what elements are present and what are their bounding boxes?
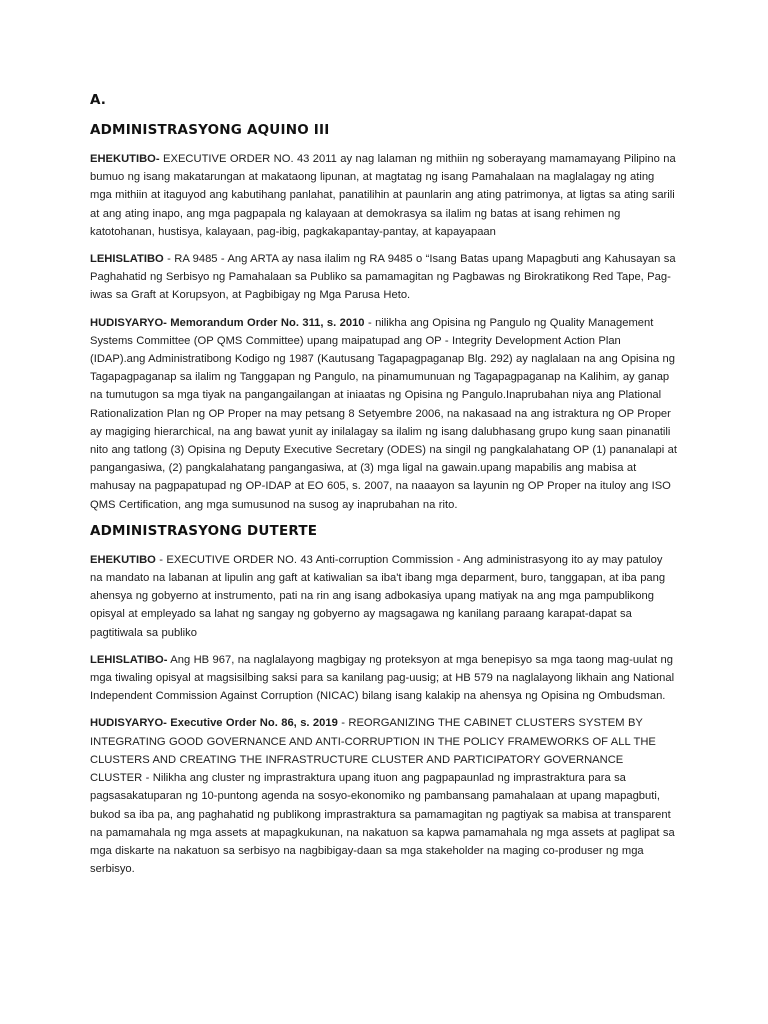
paragraph-lead: EHEKUTIBO xyxy=(90,553,156,566)
heading-duterte: ADMINISTRASYONG DUTERTE xyxy=(90,522,318,539)
paragraph-text: - RA 9485 - Ang ARTA ay nasa ilalim ng RA 9485 o “Isang Batas upang Mapagbuti ang Kahusayan sa Paghahatid ng Serbisyo ng Pamahalaan sa Publiko sa pamamagitan ng Pagbawas ng Birokratikong Red Tape, Pag-iwas sa Graft at Korupsyon, at Pagbibigay ng Mga Parusa Heto. xyxy=(90,253,676,302)
paragraph-duterte-hudisyaryo xyxy=(90,714,678,878)
paragraph-lead: EHEKUTIBO- xyxy=(90,153,160,165)
paragraph-lead: LEHISLATIBO xyxy=(90,253,164,266)
section-letter: A. xyxy=(90,92,106,108)
paragraph-aquino-lehislatibo xyxy=(90,250,678,305)
paragraph-text: Ang HB 967, na naglalayong magbigay ng proteksyon at mga benepisyo sa mga taong mag-uulat ng mga tiwaling opisyal at magsisilbing saksi para sa kanilang pag-uusig; at HB 579 na naglalayong likhain ang National Independent Commission Against Corruption (NICAC) bilang isang kalakip na ahensya ng Opisina ng Ombudsman. xyxy=(90,653,675,703)
paragraph-text: - nilikha ang Opisina ng Pangulo ng Quality Management Systems Committee (OP QMS Committee) upang maipatupad ang OP - Integrity Development Action Plan (IDAP).ang Administratibong Kodigo ng 1987 (Kautusang Tagapagpaganap Blg. 292) ay naglalaan na ang Opisina ng Tagapagpaganap sa ilalim ng Tanggapan ng Pangulo, na pinamumunuan ng Tagapagpaganap na Kalihim, ay ganap na tumutugon sa mga tiyak na pangangailangan at iniaatas ng Opisina ng Pangulo.Inaprubahan niya ang Plational Rationalization Plan ng OP Proper na may petsang 8 Setyembre 2006, na nakasaad na ang istraktura ng OP Proper ay magiging hierarchical, na ang bawat yunit ay inilalagay sa ilalim ng isang dalubhasang grupo kung saan pinanatili nito ang tatlong (3) Opisina ng Deputy Executive Secretary (ODES) na singil ng pangkalahatang OP (1) pananalapi at pangangasiwa, (2) pangkalahatang pangangasiwa, at (3) mga ligal na gawain.upang mapabilis ang mabisa at mahusay na pagpapatupad ng OP-IDAP at EO 605, s. 2007, na naaayon sa layunin ng OP Proper na ituloy ang ISO QMS Certification, ang mga sumusunod na susog ay inaprubahan na rito. xyxy=(90,316,677,511)
paragraph-lead: LEHISLATIBO- xyxy=(90,653,168,666)
paragraph-aquino-ehekutibo xyxy=(90,150,678,241)
paragraph-lead: HUDISYARYO- Executive Order No. 86, s. 2019 xyxy=(90,717,338,730)
paragraph-duterte-ehekutibo xyxy=(90,551,678,642)
heading-aquino: ADMINISTRASYONG AQUINO III xyxy=(90,122,330,138)
paragraph-text: - REORGANIZING THE CABINET CLUSTERS SYSTEM BY INTEGRATING GOOD GOVERNANCE AND ANTI-CORRUPTION IN THE POLICY FRAMEWORKS OF ALL THE CLUSTERS AND CREATING THE INFRASTRUCTURE CLUSTER AND PARTICIPATORY GOVERNANCE CLUSTER - Nilikha ang cluster ng imprastraktura upang ituon ang pagpapaunlad ng imprastraktura para sa pagsasakatuparan ng 10-puntong agenda na sosyo-ekonomiko ng pambansang pamahalaan at upang mapagbuti, bukod sa iba pa, ang paghahatid ng publikong imprastraktura sa pamamagitan ng pagtiyak sa mabisa at transparent na pamamahala ng mga assets at mapagkukunan, na nakatuon sa kapwa pamamahala ng mga assets at paglipat sa mga diskarte na nakatuon sa serbisyo na nagbibigay-daan sa mga stakeholder na maging co-produser ng mga serbisyo. xyxy=(90,717,675,876)
paragraph-text: EXECUTIVE ORDER NO. 43 2011 ay nag lalaman ng mithiin ng soberayang mamamayang Pilipino na bumuo ng isang makatarungan at makataong lipunan, at magtatag ng isang Pamahalaan na maglalagay ng ating mga mithiin at itaguyod ang kabutihang panlahat, panatilihin at paunlarin ang ating patrimonya, at ligtas sa ating sarili at ang ating inapo, ang mga pagpapala ng kalayaan at demokrasya sa ilalim ng batas at isang rehimen ng katotohanan, hustisya, kalayaan, pag-ibig, pagkakapantay-pantay, at kapayapaan xyxy=(90,153,676,238)
paragraph-duterte-lehislatibo xyxy=(90,651,678,706)
paragraph-text: - EXECUTIVE ORDER NO. 43 Anti-corruption Commission - Ang administrasyong ito ay may patuloy na mandato na labanan at lipulin ang gaft at katiwalian sa iba't ibang mga deparment, buro, tanggapan, at iba pang ahensya ng gobyerno at instrumento, pati na rin ang isang adbokasiya upang matiyak na ang mga pampublikong opisyal at empleyado sa lahat ng sangay ng gobyerno ay magsagawa ng kanilang paraang karapat-dapat sa pagtitiwala sa publiko xyxy=(90,553,666,639)
paragraph-aquino-hudisyaryo xyxy=(90,314,678,514)
paragraph-lead: HUDISYARYO- Memorandum Order No. 311, s. 2010 xyxy=(90,316,365,329)
